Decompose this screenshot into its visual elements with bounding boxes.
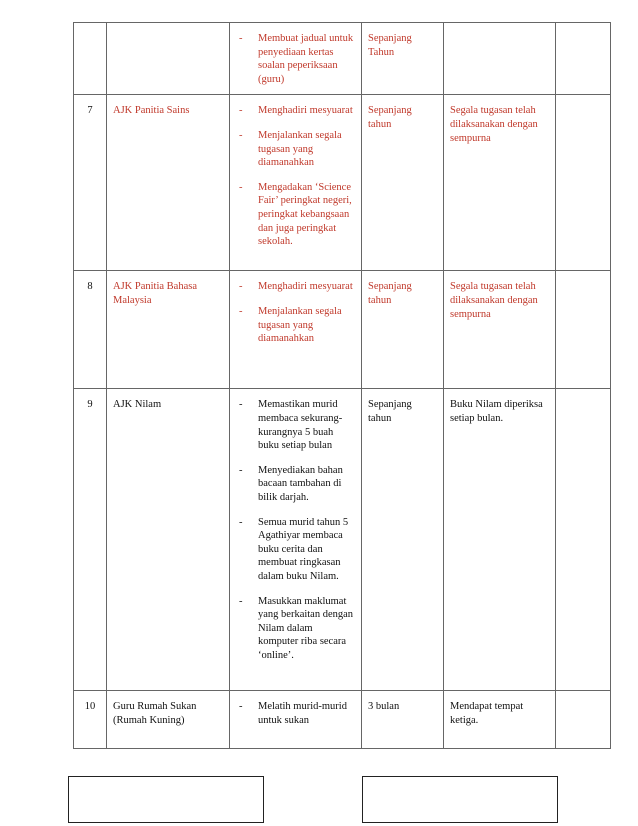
dash-bullet: - (239, 129, 243, 141)
activity-list (236, 32, 355, 86)
table-row (74, 691, 611, 749)
activity-item (236, 280, 355, 294)
notes-cell (556, 691, 611, 749)
activity-text: Menghadiri mesyuarat (258, 105, 353, 117)
activity-item (236, 595, 355, 663)
dash-bullet: - (239, 516, 243, 528)
dash-bullet: - (239, 701, 243, 713)
period-cell: Sepanjang tahun (362, 95, 444, 271)
row-number-cell (74, 23, 107, 95)
period-cell: Sepanjang Tahun (362, 23, 444, 95)
outcome-cell (444, 23, 556, 95)
outcome-cell: Segala tugasan telah dilaksanakan dengan sempurna (444, 271, 556, 389)
committee-cell (107, 23, 230, 95)
activity-list (236, 700, 355, 727)
activity-item (236, 398, 355, 452)
notes-cell (556, 271, 611, 389)
activity-text: Mengadakan ‘Science Fair’ peringkat negeri, peringkat kebangsaan dan juga peringkat sekolah. (258, 181, 352, 248)
outcome-cell: Mendapat tempat ketiga. (444, 691, 556, 749)
period-cell: Sepanjang tahun (362, 271, 444, 389)
dash-bullet: - (239, 105, 243, 117)
outcome-cell: Buku Nilam diperiksa setiap bulan. (444, 389, 556, 691)
activity-list (236, 280, 355, 345)
activity-item (236, 700, 355, 727)
row-number-cell: 8 (74, 271, 107, 389)
outcome-cell: Segala tugasan telah dilaksanakan dengan sempurna (444, 95, 556, 271)
activities-cell (230, 23, 362, 95)
activity-text: Menjalankan segala tugasan yang diamanahkan (258, 305, 342, 345)
activity-text: Masukkan maklumat yang berkaitan dengan Nilam dalam komputer riba secara ‘online’. (258, 595, 354, 661)
activity-item (236, 181, 355, 249)
activity-item (236, 305, 355, 346)
dash-bullet: - (239, 399, 243, 411)
dash-bullet: - (239, 281, 243, 293)
activity-item (236, 516, 355, 584)
table-body (74, 23, 611, 749)
activity-list (236, 104, 355, 248)
committee-cell: AJK Nilam (107, 389, 230, 691)
table-row (74, 389, 611, 691)
period-cell: Sepanjang tahun (362, 389, 444, 691)
activity-text: Menjalankan segala tugasan yang diamanahkan (258, 129, 342, 169)
activity-text: Membuat jadual untuk penyediaan kertas soalan peperiksaan (guru) (258, 33, 354, 85)
dash-bullet: - (239, 33, 243, 44)
dash-bullet: - (239, 305, 243, 317)
activity-table (73, 22, 611, 749)
table-row (74, 271, 611, 389)
dash-bullet: - (239, 595, 243, 607)
activity-item (236, 104, 355, 118)
signature-box-right (362, 776, 558, 823)
table-row (74, 95, 611, 271)
activity-item (236, 464, 355, 505)
dash-bullet: - (239, 181, 243, 193)
activities-cell (230, 691, 362, 749)
activity-text: Semua murid tahun 5 Agathiyar membaca buku cerita dan membuat ringkasan dalam buku Nilam. (258, 516, 349, 582)
row-number-cell: 9 (74, 389, 107, 691)
activities-cell (230, 271, 362, 389)
notes-cell (556, 389, 611, 691)
activity-text: Menyediakan bahan bacaan tambahan di bilik darjah. (258, 464, 343, 503)
activities-cell (230, 389, 362, 691)
activity-text: Melatih murid-murid untuk sukan (258, 701, 347, 726)
activity-list (236, 398, 355, 662)
activity-text: Menghadiri mesyuarat (258, 281, 353, 293)
committee-cell: Guru Rumah Sukan (Rumah Kuning) (107, 691, 230, 749)
row-number-cell: 10 (74, 691, 107, 749)
activity-item (236, 32, 355, 86)
notes-cell (556, 95, 611, 271)
dash-bullet: - (239, 464, 243, 476)
period-cell: 3 bulan (362, 691, 444, 749)
activity-item (236, 129, 355, 170)
notes-cell (556, 23, 611, 95)
committee-cell: AJK Panitia Sains (107, 95, 230, 271)
activity-text: Memastikan murid membaca sekurang-kurangnya 5 buah buku setiap bulan (258, 399, 343, 452)
row-number-cell: 7 (74, 95, 107, 271)
signature-box-left (68, 776, 264, 823)
committee-cell: AJK Panitia Bahasa Malaysia (107, 271, 230, 389)
table-row (74, 23, 611, 95)
activities-cell (230, 95, 362, 271)
